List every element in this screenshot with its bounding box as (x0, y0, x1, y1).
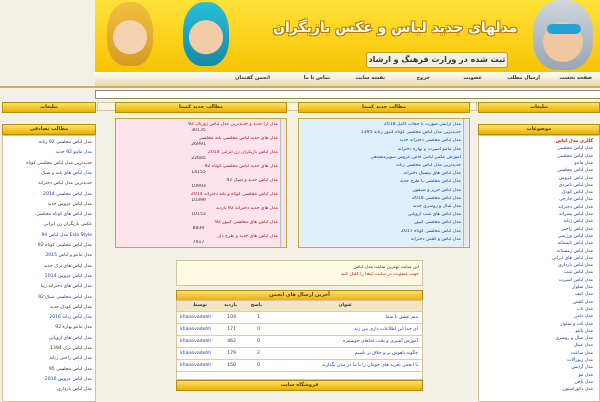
character-grey-avatar (533, 0, 593, 70)
category-link[interactable]: مدل لباس دخترانه (558, 204, 593, 210)
category-link[interactable]: مدل کیف (575, 292, 593, 298)
site-header (95, 0, 600, 72)
category-link[interactable]: مدل لباس تابستانه (557, 241, 593, 247)
random-post-link[interactable]: مدل لباس کودک جدید (49, 304, 92, 310)
new-posts-header-right: مطالب جدید کمیتا (298, 102, 470, 113)
author-link[interactable]: khanevadehh (180, 315, 212, 320)
view-count: 104 (227, 315, 236, 320)
random-post-link[interactable]: مدل لباس زنانه 2016 (49, 315, 92, 321)
sunglasses-icon (547, 24, 581, 34)
forum-thread-link[interactable]: با انجمن تجربه هاي خوبتان را با ما در ميان بگذاريد (322, 363, 418, 368)
reply-count: 0 (257, 327, 260, 332)
ads-header-left: تبلیغات (2, 102, 96, 113)
new-post-link[interactable]: مدل لباس مجلسی کوتاه 2017 (400, 228, 461, 234)
category-link[interactable]: مدل دکوراسیون (562, 387, 593, 393)
notice-line-2[interactable]: جهت عضویت در سایت اینجا را کلیک کنید (340, 272, 419, 277)
new-post-link[interactable]: جدیدترین مدل لباس مجلسی زنانه (396, 163, 461, 168)
author-link[interactable]: khanevadehh (180, 327, 212, 332)
category-link[interactable]: مدل عینک (573, 343, 593, 349)
category-link[interactable]: مدل ساعت (570, 350, 593, 356)
new-post-link[interactable]: مدل لباس مجلسی 2018 (412, 195, 461, 201)
random-post-link[interactable]: مدل لباس ترک 1394 (49, 346, 92, 351)
view-count: 30135 (191, 128, 206, 133)
store-header: فروشگاه سایت (176, 380, 423, 391)
category-link[interactable]: مدل لباس عروس (558, 175, 593, 181)
category-link[interactable]: مدل کفش (572, 299, 593, 305)
notice-line-1: این سایت بهترین سایت مدل لباس (353, 265, 419, 270)
categories-header: موضوعات (478, 124, 600, 135)
new-posts-pink-pane (115, 118, 287, 248)
category-link[interactable]: مدل لباس شب (563, 270, 593, 276)
scrollbar[interactable] (463, 119, 469, 247)
forum-header: آخرین ارسال های انجمن (176, 290, 423, 301)
new-post-link[interactable]: مدل لباس های جدید و طرح دار (217, 234, 278, 239)
category-link[interactable]: مدل لباس اسپرت (558, 277, 593, 283)
random-post-link[interactable]: مدل لباس های کوتاه مجلسی (36, 212, 92, 218)
new-post-link[interactable]: مدل شال و روسری جدید (412, 204, 461, 209)
divider (0, 86, 600, 88)
view-count: 462 (227, 339, 236, 344)
category-link[interactable]: مدل لباس نامزدی (558, 182, 593, 188)
reply-count: 1 (257, 315, 260, 320)
random-post-link[interactable]: مدل لباس 94 Esla Style (41, 232, 92, 238)
new-post-link[interactable]: مدل لباس مجلسی دخترانه جدید (399, 138, 461, 144)
random-post-link[interactable]: مدل لباس مجلسی 95 (48, 366, 92, 372)
category-link[interactable]: مدل لباس های ایرانی (551, 255, 593, 261)
author-link[interactable]: khanevadehh (180, 363, 212, 368)
new-post-link[interactable]: مدل های جدید دخترانه 92 بازدید (215, 206, 278, 211)
nav-logout[interactable]: خروج (416, 75, 430, 81)
category-link[interactable]: مدل لباس مجلسی (557, 168, 593, 174)
random-post-link[interactable]: مدل لباس عروس 2016 (44, 376, 92, 382)
category-link[interactable]: مدل لباس زنانه (563, 219, 593, 225)
view-count: 10993 (191, 184, 206, 189)
new-posts-header-left: مطالب جدید کمیتا (115, 102, 287, 113)
scrollbar[interactable] (280, 119, 286, 247)
notice-box (176, 260, 423, 286)
reply-count: 0 (257, 339, 260, 344)
categories-list (478, 135, 600, 402)
nav-sitemap[interactable]: نقشه سایت (355, 75, 385, 81)
new-post-link[interactable]: مدل لباس حریر و شیفون (412, 187, 461, 193)
new-post-link[interactable]: جدیدترین مدل لباس مجلسی کوتاه گیپور زنانه 1395 (360, 130, 461, 136)
nav-forum[interactable]: انجمن گفتمان (235, 75, 270, 81)
author-link[interactable]: khanevadehh (180, 351, 212, 356)
forum-thread-link[interactable]: چگونه باهوش تر و خلاق تر باشيم (354, 351, 418, 356)
random-post-link[interactable]: مدل لباس راحتی زنانه (49, 356, 92, 362)
category-link[interactable]: مدل پالتو (575, 328, 593, 334)
table-row[interactable] (177, 325, 422, 336)
new-post-link[interactable]: مدل لباس مجلسی کوتاه و بلند دخترانه 2014 (190, 192, 278, 197)
new-post-link[interactable]: مدل آرا جدید و جدیدترین مدل لباس ژورنال 92 (188, 122, 278, 127)
view-count: 14155 (191, 170, 206, 175)
category-link[interactable]: مدل دامن (574, 314, 593, 320)
random-posts-header: مطالب تصادفی (2, 124, 96, 135)
reply-count: 2 (257, 351, 260, 356)
new-post-link[interactable]: مدل های جدید لباس مجلسی کوتاه 92 (204, 164, 278, 169)
new-post-link[interactable]: مدل لباس های مجلسی گیپور 92 (214, 220, 278, 225)
view-count: 26991 (191, 142, 206, 147)
category-link[interactable]: مدل زیورآلات (567, 358, 593, 363)
view-count: 7917 (192, 240, 205, 245)
nav-submit-post[interactable]: ارسال مطلب (507, 75, 540, 81)
view-count: 10399 (191, 198, 206, 203)
search-bar[interactable] (95, 90, 600, 99)
random-post-link[interactable]: جدیدترین مدل لباس مجلسی کوتاه (26, 160, 92, 166)
random-post-link[interactable]: مدل مانتو و لباس 2015 (45, 253, 92, 259)
registration-badge: ثبت شده در وزارت فرهنگ و ارشاد (366, 52, 508, 68)
new-post-link[interactable]: مدل لباس بازیگران زن ایرانی 2014 (208, 150, 278, 155)
category-link[interactable]: مدل تاپ (576, 306, 593, 312)
view-count: 22685 (191, 156, 206, 161)
new-post-link[interactable]: مدل لباس های بیسیک دخترانه (403, 171, 461, 177)
random-post-link[interactable]: مدل لباس های اروپایی (48, 335, 92, 341)
new-post-link[interactable]: مدل لباس مجلسی گیپور (414, 220, 461, 226)
character-cyan-avatar (183, 2, 229, 66)
nav-register[interactable]: عضویت (463, 75, 482, 81)
new-post-link[interactable]: آموزش عکس لباس خاص عروس سوپرمنجمعی (370, 154, 461, 160)
nav-home[interactable]: صفحه نخست (559, 75, 592, 81)
view-count: 150 (227, 363, 236, 368)
random-posts-list (2, 135, 96, 402)
view-count: 171 (227, 327, 236, 332)
category-link[interactable]: مدل لباس بارداری (558, 263, 593, 269)
category-link[interactable]: مدل شال و روسری (555, 336, 593, 342)
category-link[interactable]: مدل لباس پسرانه (559, 212, 593, 217)
category-link[interactable]: مدل مو (578, 372, 593, 378)
random-post-link[interactable]: مدل لباس مجلسی 2014 (43, 191, 92, 197)
random-post-link[interactable]: مدل لباس های دخترانه زیبا (40, 284, 92, 290)
category-link[interactable]: مدل مانتو (574, 160, 593, 166)
nav-contact[interactable]: تماس با ما (303, 75, 330, 81)
new-post-link[interactable]: مدل های جدید لباس مجلسی بلند مجلسی (198, 136, 278, 141)
table-row[interactable] (177, 337, 422, 348)
random-post-link[interactable]: عکس بازیگران زن ایرانی (43, 222, 92, 228)
random-post-link[interactable]: مدل لباس های ترک جدید (43, 263, 92, 269)
forum-table-header: عنوان پاسخ بازدید توسط (177, 301, 422, 312)
category-link[interactable]: مدل آرایش (571, 365, 593, 371)
character-blonde-avatar (107, 2, 153, 66)
category-link[interactable]: مدل لباس مجلسی (557, 146, 593, 152)
reply-count: 0 (257, 363, 260, 368)
random-post-link[interactable]: مدل لباس مجلسی 92 زنانه (38, 140, 92, 145)
random-post-link[interactable]: مدل لباس های بلند و شیک (41, 170, 92, 176)
new-post-link[interactable]: مدل لباس و کفش دخترانه (410, 236, 461, 242)
category-link[interactable]: مدل لباس زمستانه (556, 248, 593, 254)
category-link[interactable]: مدل لباس مجلسی (557, 153, 593, 159)
category-link[interactable]: مدل کت و شلوار (560, 321, 593, 327)
ads-header-right: تبلیغات (478, 102, 600, 113)
main-nav (95, 72, 600, 87)
category-link[interactable]: مدل ناخن (574, 379, 593, 385)
table-row[interactable] (177, 361, 422, 372)
random-post-link[interactable]: مدل لباس عروس جدید (47, 201, 92, 207)
category-link[interactable]: مدل لباس راحتی (560, 226, 593, 232)
random-post-link[interactable]: مدل لباس عروس 2014 (44, 273, 92, 279)
category-link[interactable]: مدل لباس کودک (561, 190, 593, 196)
random-post-link[interactable]: مدل مانتو 92 جدید (55, 150, 92, 156)
new-posts-blue-pane (298, 118, 470, 248)
table-row[interactable] (177, 349, 422, 360)
new-post-link[interactable]: مدل لباس های شب اروپایی (407, 212, 461, 218)
new-post-link[interactable]: مدل آرایش صورت با حجاب کامل 2018 (383, 122, 461, 127)
random-post-link[interactable]: مدل لباس مجلسی کوتاه 92 (37, 243, 92, 248)
forum-thread-link[interactable]: اي خدا اين اطلاعات داري مي زنه (354, 327, 418, 332)
new-post-link[interactable]: مدل لباس جدید و شیک 92 (226, 178, 278, 183)
random-post-link[interactable]: مدل مانتو بهاره 92 (55, 325, 92, 331)
view-count: 179 (227, 351, 236, 356)
category-link[interactable]: مدل لباس خارجی (558, 197, 593, 203)
category-link[interactable]: گالری مدل لباس (555, 139, 593, 144)
new-post-link[interactable]: مدل مانتو اسپرت و بهاره دخترانه (397, 146, 461, 152)
table-row[interactable] (177, 313, 422, 324)
forum-table (176, 300, 423, 380)
site-title[interactable]: مدلهای جدید لباس و عکس بازیگران (273, 20, 518, 36)
random-post-link[interactable]: مدل لباس بارداری (57, 387, 92, 393)
view-count: 10153 (191, 212, 206, 217)
forum-thread-link[interactable]: منم عشق با شما (385, 315, 418, 320)
author-link[interactable]: khanevadehh (180, 339, 212, 344)
random-post-link[interactable]: جدیدترین مدل لباس دخترانه (38, 181, 92, 187)
category-link[interactable]: مدل شلوار (572, 285, 593, 290)
category-link[interactable]: مدل لباس ورزشی (557, 233, 593, 239)
forum-thread-link[interactable]: آموزش آشپزي و پخت غذاهاي خوشمزه (342, 339, 418, 344)
random-post-link[interactable]: مدل لباس مجلسی شیک 92 (38, 294, 92, 300)
view-count: 8839 (192, 226, 205, 231)
new-post-link[interactable]: مدل لباس مجلسی با طرح جدید (400, 179, 461, 185)
